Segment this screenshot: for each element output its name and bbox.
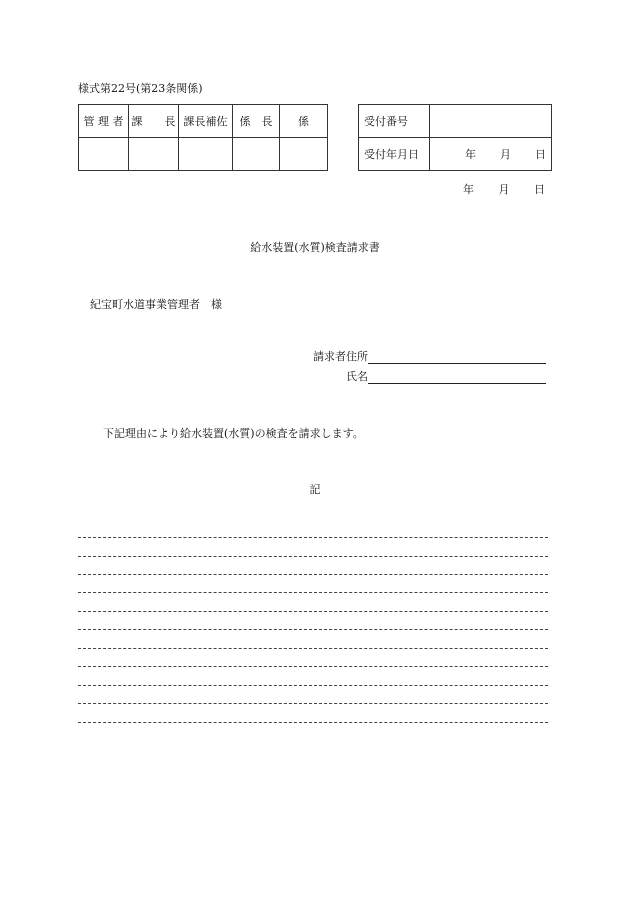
approval-stamp-cell[interactable] — [280, 138, 328, 171]
applicant-name-row — [346, 368, 546, 384]
reception-date-month: 月 — [500, 148, 511, 161]
request-date[interactable] — [463, 181, 545, 197]
request-date-day: 日 — [534, 183, 545, 196]
approval-stamp-cell[interactable] — [129, 138, 179, 171]
form-number: 様式第22号(第23条関係) — [78, 82, 203, 95]
approval-header-assistant-chief: 課長補佐 — [179, 105, 233, 138]
applicant-address-row — [313, 348, 546, 364]
reception-table — [358, 104, 552, 171]
ki-heading: 記 — [309, 483, 321, 496]
reason-line[interactable] — [78, 537, 548, 538]
reason-line[interactable] — [78, 703, 548, 704]
applicant-name-label: 氏名 — [346, 370, 368, 383]
document-title: 給水装置(水質)検査請求書 — [250, 241, 380, 254]
approval-header-subsection-chief: 係 長 — [233, 105, 280, 138]
reason-line[interactable] — [78, 611, 548, 612]
reason-line[interactable] — [78, 666, 548, 667]
reason-line[interactable] — [78, 574, 548, 575]
reception-date-year: 年 — [465, 148, 476, 161]
approval-stamp-cell[interactable] — [79, 138, 129, 171]
reception-date-label: 受付年月日 — [359, 138, 430, 171]
request-date-month: 月 — [498, 183, 510, 196]
approval-header-section-chief: 課 長 — [129, 105, 179, 138]
reception-date-day: 日 — [535, 148, 546, 161]
approval-stamp-cell[interactable] — [233, 138, 280, 171]
reason-line[interactable] — [78, 648, 548, 649]
reception-date-field[interactable] — [430, 138, 552, 171]
addressee: 紀宝町水道事業管理者 様 — [90, 298, 222, 311]
approval-stamp-cell[interactable] — [179, 138, 233, 171]
reason-line[interactable] — [78, 685, 548, 686]
reason-line[interactable] — [78, 629, 548, 630]
reason-line[interactable] — [78, 722, 548, 723]
applicant-address-input[interactable] — [368, 350, 546, 364]
approval-header-staff: 係 — [280, 105, 328, 138]
approval-header-manager: 管 理 者 — [79, 105, 129, 138]
request-date-year: 年 — [463, 183, 474, 196]
applicant-name-input[interactable] — [368, 370, 546, 384]
reason-line[interactable] — [78, 592, 548, 593]
reception-number-label: 受付番号 — [359, 105, 430, 138]
reception-number-field[interactable] — [430, 105, 552, 138]
body-text: 下記理由により給水装置(水質)の検査を請求します。 — [103, 427, 364, 440]
approval-stamp-table — [78, 104, 328, 171]
applicant-address-label: 請求者住所 — [313, 350, 368, 363]
reason-line[interactable] — [78, 556, 548, 557]
